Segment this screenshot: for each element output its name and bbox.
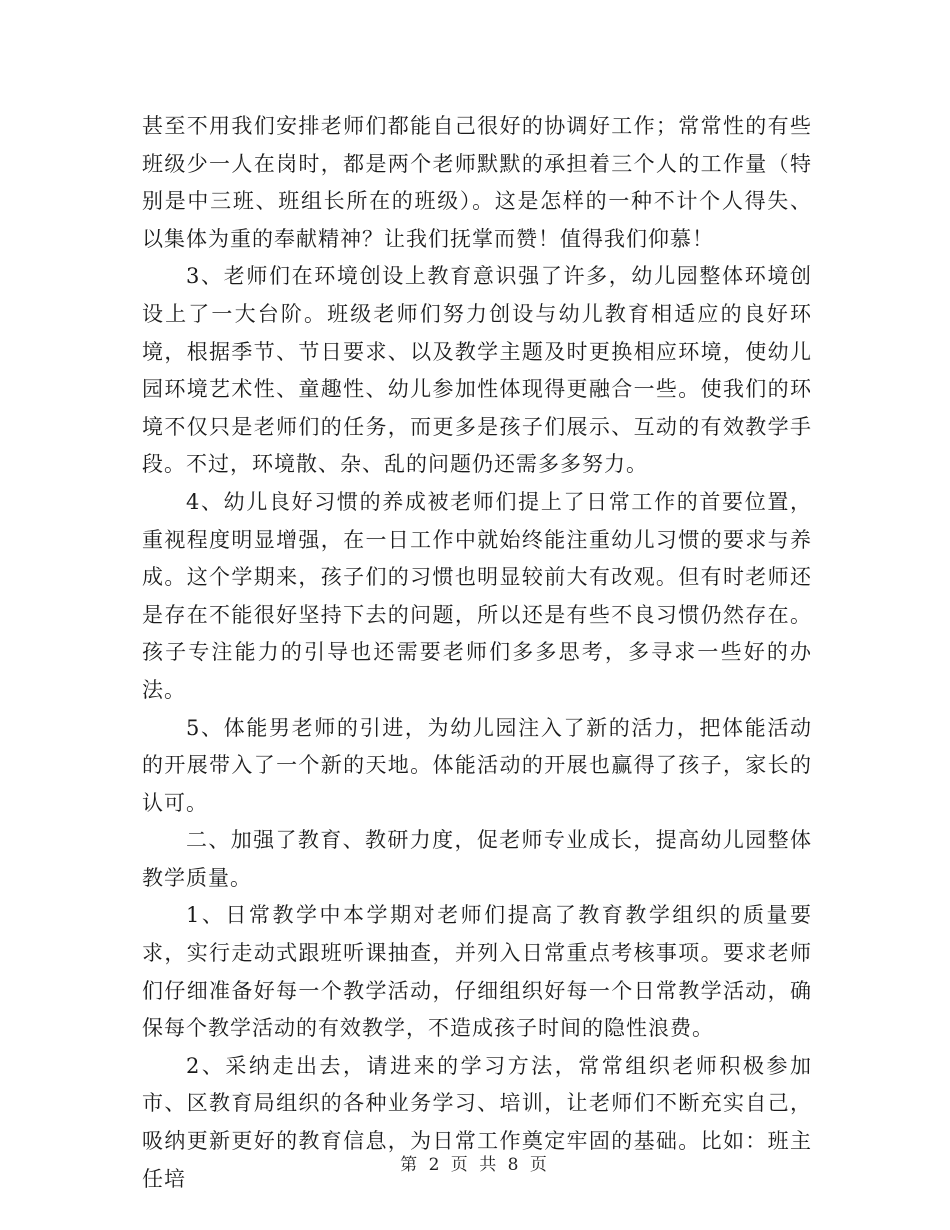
paragraph-subitem-2: 2、采纳走出去，请进来的学习方法，常常组织老师积极参加市、区教育局组织的各种业务学习、培训，让老师们不断充实自己，吸纳更新更好的教育信息，为日常工作奠定牢固的基础。比如：班主任培 [142,1053,812,1191]
paragraph-continuation: 甚至不用我们安排老师们都能自己很好的协调好工作；常常性的有些班级少一人在岗时，都是两个老师默默的承担着三个人的工作量（特别是中三班、班组长所在的班级）。这是怎样的一种不计个人得失、以集体为重的奉献精神？让我们抚掌而赞！值得我们仰慕！ [142,114,812,251]
paragraph-item-5: 5、体能男老师的引进，为幼儿园注入了新的活力，把体能活动的开展带入了一个新的天地。体能活动的开展也赢得了孩子，家长的认可。 [142,715,812,815]
section-heading-2: 二、加强了教育、教研力度，促老师专业成长，提高幼儿园整体教学质量。 [142,828,812,890]
paragraph-item-4: 4、幼儿良好习惯的养成被老师们提上了日常工作的首要位置，重视程度明显增强，在一日工作中就始终能注重幼儿习惯的要求与养成。这个学期来，孩子们的习惯也明显较前大有改观。但有时老师还是存在不能很好坚持下去的问题，所以还是有些不良习惯仍然存在。孩子专注能力的引导也还需要老师们多多思考，多寻求一些好的办法。 [142,489,812,702]
paragraph-subitem-1: 1、日常教学中本学期对老师们提高了教育教学组织的质量要求，实行走动式跟班听课抽查，并列入日常重点考核事项。要求老师们仔细准备好每一个教学活动，仔细组织好每一个日常教学活动，确保每个教学活动的有效教学，不造成孩子时间的隐性浪费。 [142,903,812,1041]
paragraph-item-3: 3、老师们在环境创设上教育意识强了许多，幼儿园整体环境创设上了一大台阶。班级老师们努力创设与幼儿教育相适应的良好环境，根据季节、节日要求、以及教学主题及时更换相应环境，使幼儿园环境艺术性、童趣性、幼儿参加性体现得更融合一些。使我们的环境不仅只是老师们的任务，而更多是孩子们展示、互动的有效教学手段。不过，环境散、杂、乱的问题仍还需多多努力。 [142,264,812,477]
document-body [142,108,812,1198]
page-number-footer: 第 2 页 共 8 页 [400,1155,550,1175]
